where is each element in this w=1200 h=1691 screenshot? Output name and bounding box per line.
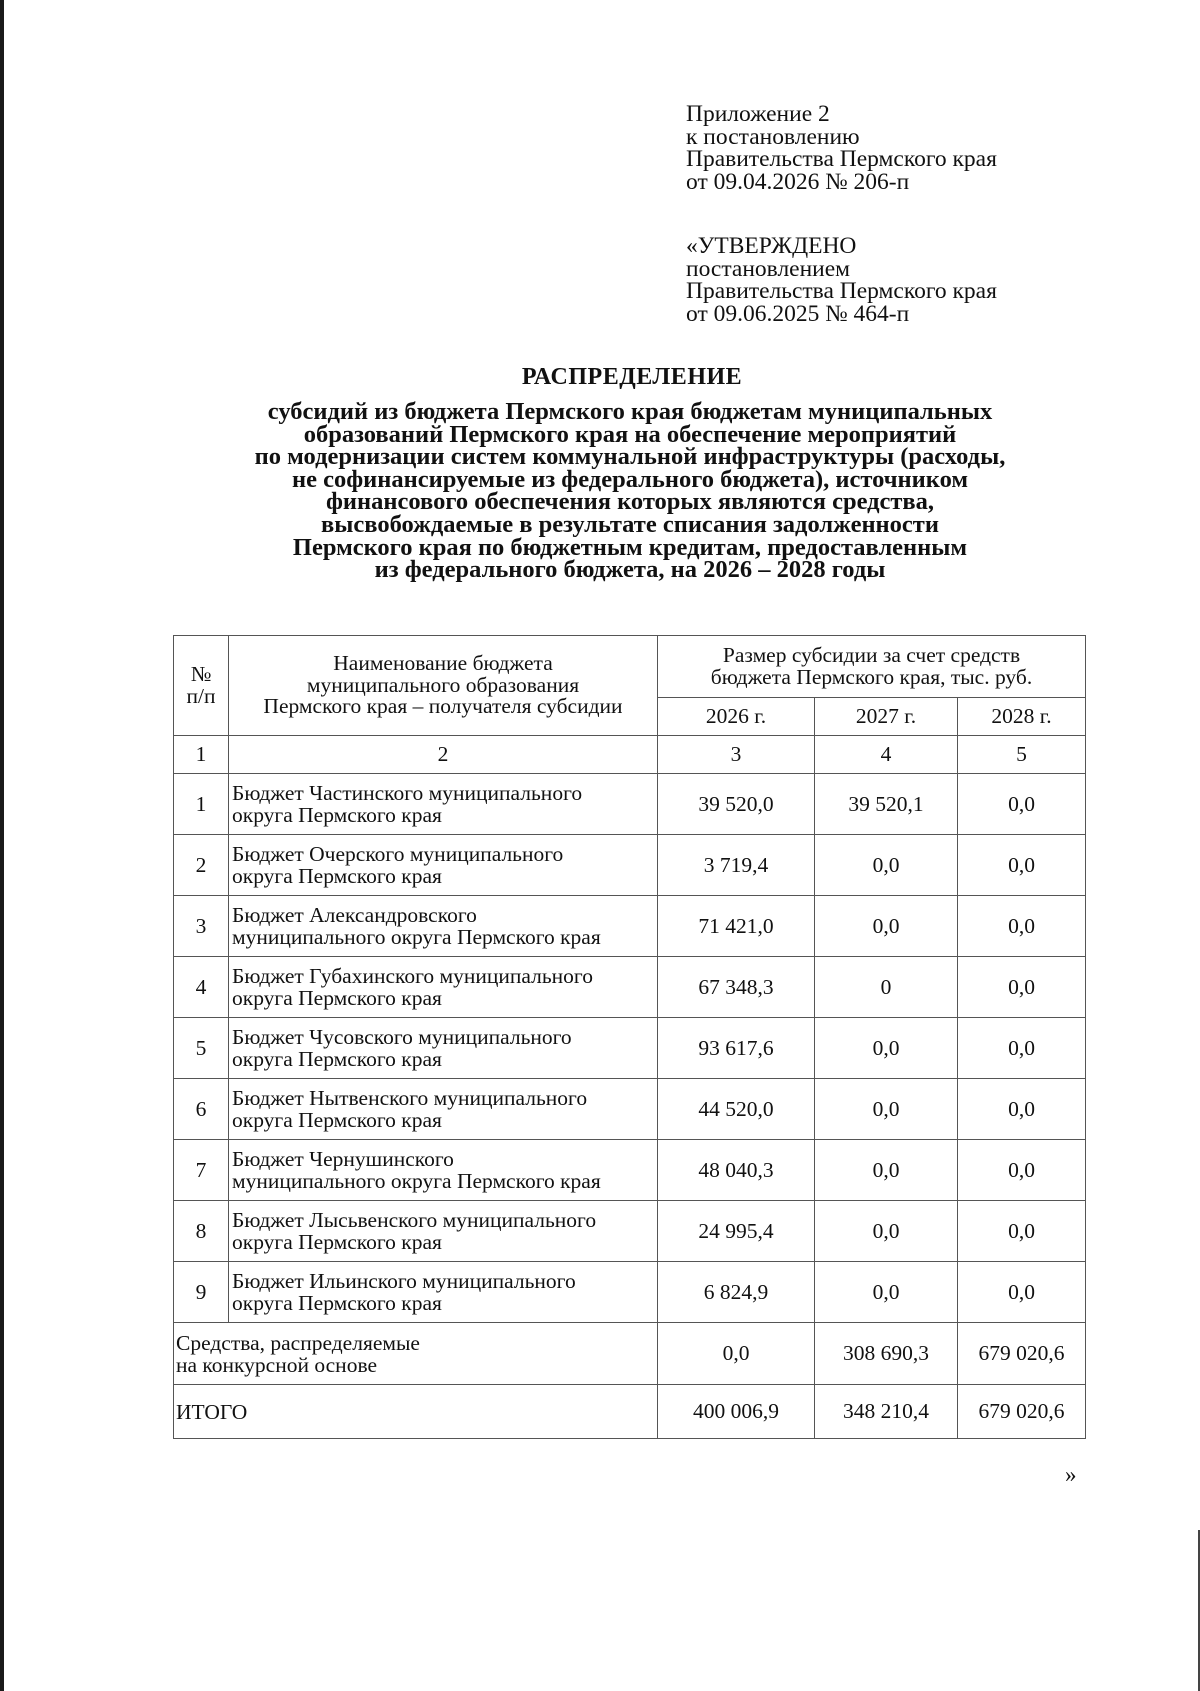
subtitle-line: субсидий из бюджета Пермского края бюджетам муниципальных — [267, 398, 993, 425]
row-value-2028: 0,0 — [958, 896, 1086, 957]
row-value-2028: 0,0 — [958, 1018, 1086, 1079]
row-num: 8 — [174, 1201, 229, 1262]
approved-block — [686, 235, 997, 325]
total-value-2026: 400 006,9 — [658, 1385, 815, 1439]
row-num: 4 — [174, 957, 229, 1018]
row-num: 3 — [174, 896, 229, 957]
closing-quote: » — [1065, 1462, 1077, 1487]
row-name — [229, 957, 658, 1018]
row-value-2026: 48 040,3 — [658, 1140, 815, 1201]
header-amount — [658, 636, 1086, 698]
document-subtitle — [180, 398, 1080, 584]
table-row — [174, 1079, 1086, 1140]
column-index: 3 — [658, 736, 815, 774]
subtitle-line: не софинансируемые из федерального бюджета), источником — [291, 465, 969, 493]
competitive-label-line: на конкурсной основе — [176, 1352, 378, 1377]
subtitle-line: Пермского края по бюджетным кредитам, предоставленным — [292, 533, 968, 561]
row-name-line: округа Пермского края — [232, 1291, 442, 1315]
row-value-2026: 24 995,4 — [658, 1201, 815, 1262]
table-row — [174, 1262, 1086, 1323]
row-num: 9 — [174, 1262, 229, 1323]
table-row — [174, 835, 1086, 896]
row-name-line: округа Пермского края — [232, 864, 442, 888]
row-value-2027: 39 520,1 — [815, 774, 958, 835]
row-num: 6 — [174, 1079, 229, 1140]
header-name-line: муниципального образования — [306, 672, 580, 697]
row-name — [229, 835, 658, 896]
row-name-line: Бюджет Александровского — [232, 903, 477, 927]
appendix-line: Приложение 2 — [686, 101, 830, 127]
table-row — [174, 1018, 1086, 1079]
header-num-line: п/п — [186, 683, 216, 708]
row-name — [229, 896, 658, 957]
column-index: 2 — [229, 736, 658, 774]
competitive-value-2026: 0,0 — [658, 1323, 815, 1385]
row-name — [229, 1079, 658, 1140]
row-name-line: Бюджет Лысьвенского муниципального — [232, 1208, 597, 1232]
appendix-block — [686, 103, 997, 193]
header-amount-line: Размер субсидии за счет средств — [722, 643, 1021, 667]
appendix-line: Правительства Пермского края — [686, 146, 997, 172]
header-name-line: Наименование бюджета — [333, 651, 553, 676]
row-value-2028: 0,0 — [958, 1262, 1086, 1323]
header-year-2028: 2028 г. — [958, 698, 1086, 736]
header-name-line: Пермского края – получателя субсидии — [263, 694, 623, 719]
row-name-line: муниципального округа Пермского края — [232, 1169, 601, 1193]
competitive-funds-label — [174, 1323, 658, 1385]
row-name-line: округа Пермского края — [232, 1108, 442, 1132]
row-value-2027: 0,0 — [815, 835, 958, 896]
row-name-line: округа Пермского края — [232, 803, 442, 827]
subtitle-line: образований Пермского края на обеспечение мероприятий — [303, 420, 957, 448]
subtitle-line: из федерального бюджета, на 2026 – 2028 годы — [374, 556, 886, 584]
row-value-2026: 93 617,6 — [658, 1018, 815, 1079]
row-value-2028: 0,0 — [958, 774, 1086, 835]
row-value-2027: 0,0 — [815, 1201, 958, 1262]
row-name — [229, 774, 658, 835]
row-value-2027: 0,0 — [815, 896, 958, 957]
row-value-2028: 0,0 — [958, 1079, 1086, 1140]
row-value-2027: 0,0 — [815, 1140, 958, 1201]
row-value-2028: 0,0 — [958, 957, 1086, 1018]
competitive-value-2028: 679 020,6 — [958, 1323, 1086, 1385]
row-value-2026: 3 719,4 — [658, 835, 815, 896]
scan-edge-artifact — [0, 0, 4, 1691]
row-value-2027: 0,0 — [815, 1018, 958, 1079]
row-value-2026: 44 520,0 — [658, 1079, 815, 1140]
row-value-2028: 0,0 — [958, 1201, 1086, 1262]
header-year-2027: 2027 г. — [815, 698, 958, 736]
row-num: 1 — [174, 774, 229, 835]
header-num — [174, 636, 229, 736]
row-value-2026: 39 520,0 — [658, 774, 815, 835]
row-value-2026: 71 421,0 — [658, 896, 815, 957]
row-name-line: муниципального округа Пермского края — [232, 925, 601, 949]
row-name-line: Бюджет Частинского муниципального — [232, 781, 583, 805]
column-index: 4 — [815, 736, 958, 774]
total-row — [174, 1385, 1086, 1439]
appendix-line: к постановлению — [686, 123, 860, 150]
row-name — [229, 1018, 658, 1079]
approved-line: постановлением — [686, 255, 851, 282]
approved-line: Правительства Пермского края — [686, 278, 997, 304]
subtitle-line: по модернизации систем коммунальной инфраструктуры (расходы, — [254, 443, 1006, 471]
row-value-2027: 0 — [815, 957, 958, 1018]
column-index-row — [174, 736, 1086, 774]
row-value-2028: 0,0 — [958, 1140, 1086, 1201]
row-num: 5 — [174, 1018, 229, 1079]
row-name-line: Бюджет Губахинского муниципального — [232, 964, 593, 988]
row-value-2027: 0,0 — [815, 1262, 958, 1323]
row-name-line: округа Пермского края — [232, 986, 442, 1010]
row-name-line: округа Пермского края — [232, 1230, 442, 1254]
column-index: 5 — [958, 736, 1086, 774]
row-value-2026: 67 348,3 — [658, 957, 815, 1018]
total-label: ИТОГО — [174, 1385, 658, 1439]
approved-line: «УТВЕРЖДЕНО — [686, 233, 857, 259]
competitive-label-line: Средства, распределяемые — [176, 1330, 420, 1355]
appendix-line: от 09.04.2026 № 206-п — [686, 168, 910, 195]
total-value-2027: 348 210,4 — [815, 1385, 958, 1439]
row-name-line: округа Пермского края — [232, 1047, 442, 1071]
document-title: РАСПРЕДЕЛЕНИЕ — [521, 364, 743, 390]
row-value-2027: 0,0 — [815, 1079, 958, 1140]
header-num-line: № — [190, 662, 212, 686]
row-name — [229, 1140, 658, 1201]
row-name-line: Бюджет Ильинского муниципального — [232, 1269, 576, 1293]
table-row — [174, 1140, 1086, 1201]
row-num: 2 — [174, 835, 229, 896]
subtitle-line: финансового обеспечения которых являются средства, — [325, 488, 935, 516]
row-name-line: Бюджет Нытвенского муниципального — [232, 1086, 588, 1110]
competitive-funds-row — [174, 1323, 1086, 1385]
total-value-2028: 679 020,6 — [958, 1385, 1086, 1439]
table-row — [174, 774, 1086, 835]
row-name-line: Бюджет Чернушинского — [232, 1147, 454, 1171]
row-name-line: Бюджет Очерского муниципального — [232, 842, 564, 866]
competitive-value-2027: 308 690,3 — [815, 1323, 958, 1385]
approved-line: от 09.06.2025 № 464-п — [686, 300, 910, 327]
row-num: 7 — [174, 1140, 229, 1201]
row-name — [229, 1201, 658, 1262]
table-row — [174, 957, 1086, 1018]
table-row — [174, 1201, 1086, 1262]
row-value-2026: 6 824,9 — [658, 1262, 815, 1323]
subsidy-distribution-table — [173, 635, 1086, 1439]
table-row — [174, 896, 1086, 957]
row-name-line: Бюджет Чусовского муниципального — [232, 1025, 572, 1049]
header-name — [229, 636, 658, 736]
row-name — [229, 1262, 658, 1323]
table-header-row — [174, 636, 1086, 698]
row-value-2028: 0,0 — [958, 835, 1086, 896]
subtitle-line: высвобождаемые в результате списания задолженности — [321, 510, 939, 538]
header-amount-line: бюджета Пермского края, тыс. руб. — [710, 664, 1033, 689]
header-year-2026: 2026 г. — [658, 698, 815, 736]
column-index: 1 — [174, 736, 229, 774]
